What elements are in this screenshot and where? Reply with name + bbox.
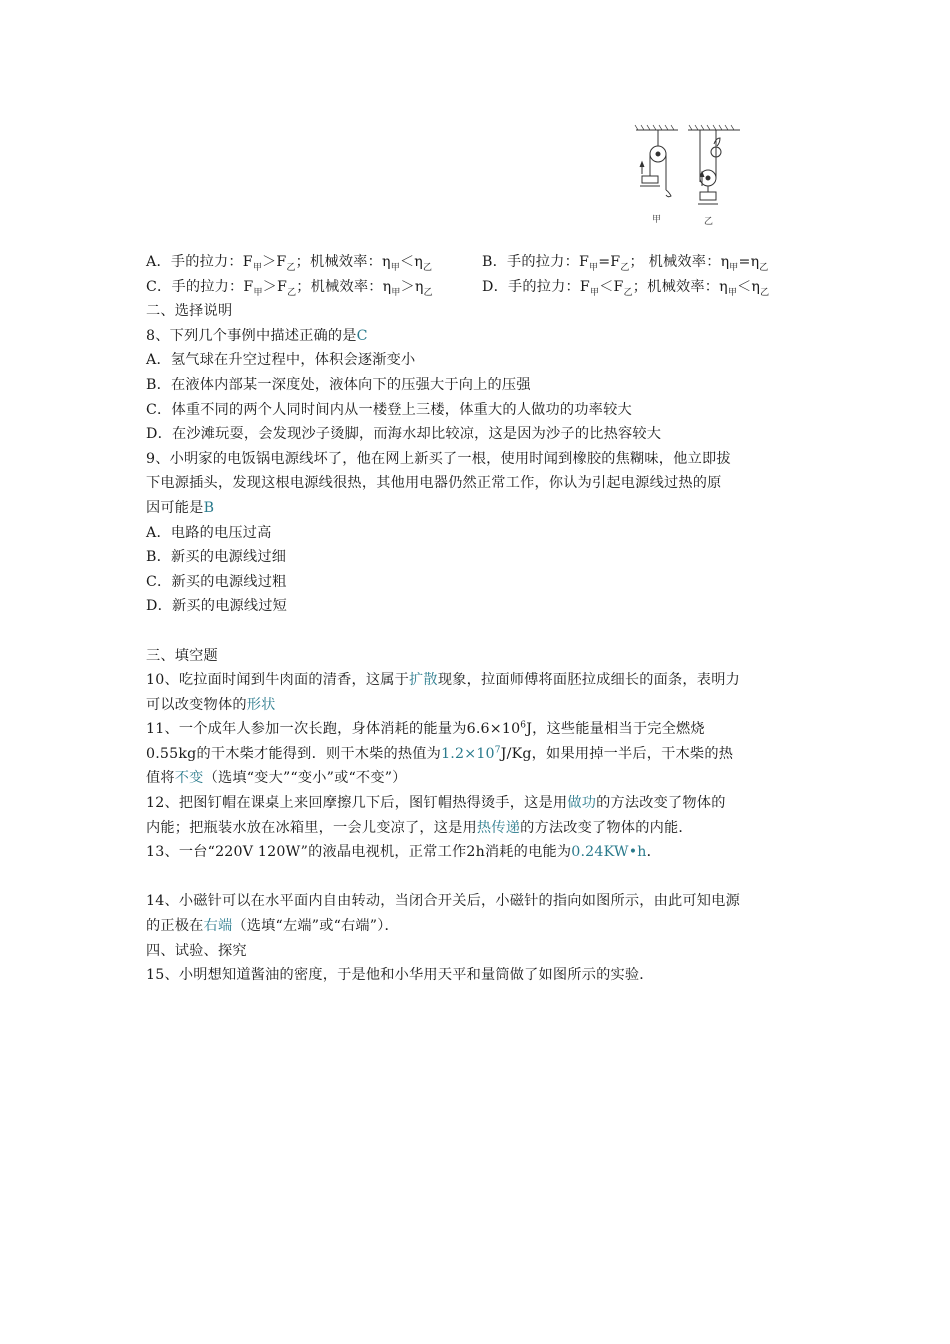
q9-answer: B <box>203 499 215 516</box>
q7-options-ab <box>146 250 816 275</box>
q7-option-a: A．手的拉力：$F_甲>F_乙$；机械效率：$\eta_甲<\eta_乙$ <box>146 254 433 273</box>
q11-line-3: 值将不变（选填“变大”“变小”或“不变”） <box>146 770 407 787</box>
q12-line-2: 内能；把瓶装水放在冰箱里，一会儿变凉了，这是用热传递的方法改变了物体的内能． <box>146 819 693 836</box>
q8-option-c: C．体重不同的两个人同时间内从一楼登上三楼，体重大的人做功的功率较大 <box>146 401 632 418</box>
q11-answer-2: 不变 <box>174 770 204 787</box>
q10-answer-1: 扩散 <box>409 672 438 689</box>
q14-line-1: 14、小磁针可以在水平面内自由转动，当闭合开关后，小磁针的指向如图所示，由此可知电源 <box>146 893 740 910</box>
q7-option-c: C．手的拉力：$F_甲>F_乙$；机械效率：$\eta_甲>\eta_乙$ <box>146 278 433 298</box>
q8-option-d: D．在沙滩玩耍，会发现沙子烫脚，而海水却比较凉，这是因为沙子的比热容较大 <box>146 426 662 443</box>
q7-option-b: B．手的拉力：$F_甲=F_乙$； 机械效率：$\eta_甲=\eta_乙$ <box>482 254 769 273</box>
question-text <box>146 250 816 988</box>
q7-options-cd <box>146 275 816 300</box>
figure-label-left: 甲 <box>652 215 662 225</box>
q9-line-1: 9、小明家的电饭锅电源线坏了，他在网上新买了一根，使用时闻到橡胶的焦糊味，他立即拔 <box>146 450 731 467</box>
q10-answer-2: 形状 <box>246 696 276 713</box>
q8-stem: 8、下列几个事例中描述正确的是C <box>146 327 368 344</box>
q11-line-1: 11、一个成年人参加一次长跑，身体消耗的能量为$6.6\times 10^6J$，这些能量相当于完全燃烧 <box>146 720 705 738</box>
q9-option-c: C．新买的电源线过粗 <box>146 573 287 590</box>
q14-answer: 右端 <box>203 918 233 935</box>
q12-answer-1: 做功 <box>567 795 597 812</box>
section-3-title: 三、填空题 <box>146 647 218 664</box>
q8-option-a: A．氢气球在升空过程中，体积会逐渐变小 <box>146 352 416 369</box>
q10-line-1: 10、吃拉面时闻到牛肉面的清香，这属于扩散现象，拉面师傅将面胚拉成细长的面条，表明力 <box>146 672 740 689</box>
q7-option-d: D．手的拉力：$F_甲<F_乙$；机械效率：$\eta_甲<\eta_乙$ <box>482 278 770 298</box>
q13-answer: 0.24KW•h <box>571 844 647 861</box>
q13-line: 13、一台“220V 120W”的液晶电视机，正常工作2h消耗的电能为0.24KW•h． <box>146 844 662 861</box>
q11-answer-1: $1.2\times 10^7$ <box>441 745 501 762</box>
q8-option-b: B．在液体内部某一深度处，液体向下的压强大于向上的压强 <box>146 376 531 393</box>
q9-option-d: D．新买的电源线过短 <box>146 598 288 615</box>
figure-label-right: 乙 <box>704 217 714 227</box>
q14-line-2: 的正极在右端（选填“左端”或“右端”）． <box>146 918 399 935</box>
q9-line-2: 下电源插头，发现这根电源线很热，其他用电器仍然正常工作，你认为引起电源线过热的原 <box>146 475 722 492</box>
q12-line-1: 12、把图钉帽在课桌上来回摩擦几下后，图钉帽热得烫手，这是用做功的方法改变了物体的 <box>146 795 726 812</box>
q12-answer-2: 热传递 <box>476 819 521 836</box>
q10-line-2: 可以改变物体的形状 <box>146 696 276 713</box>
q11-line-2: 0.55kg的干木柴才能得到．则干木柴的热值为$1.2\times 10^7J/Kg$，如果用掉一半后，干木柴的热 <box>146 745 734 762</box>
pulley-figure <box>628 122 748 232</box>
q9-option-b: B．新买的电源线过细 <box>146 549 287 566</box>
section-2-title: 二、选择说明 <box>146 303 233 320</box>
section-4-title: 四、试验、探究 <box>146 942 247 959</box>
q15-line: 15、小明想知道酱油的密度，于是他和小华用天平和量筒做了如图所示的实验． <box>146 967 654 984</box>
q9-option-a: A．电路的电压过高 <box>146 524 272 541</box>
q9-line-3: 因可能是B <box>146 499 215 516</box>
q8-answer: C <box>356 327 368 344</box>
